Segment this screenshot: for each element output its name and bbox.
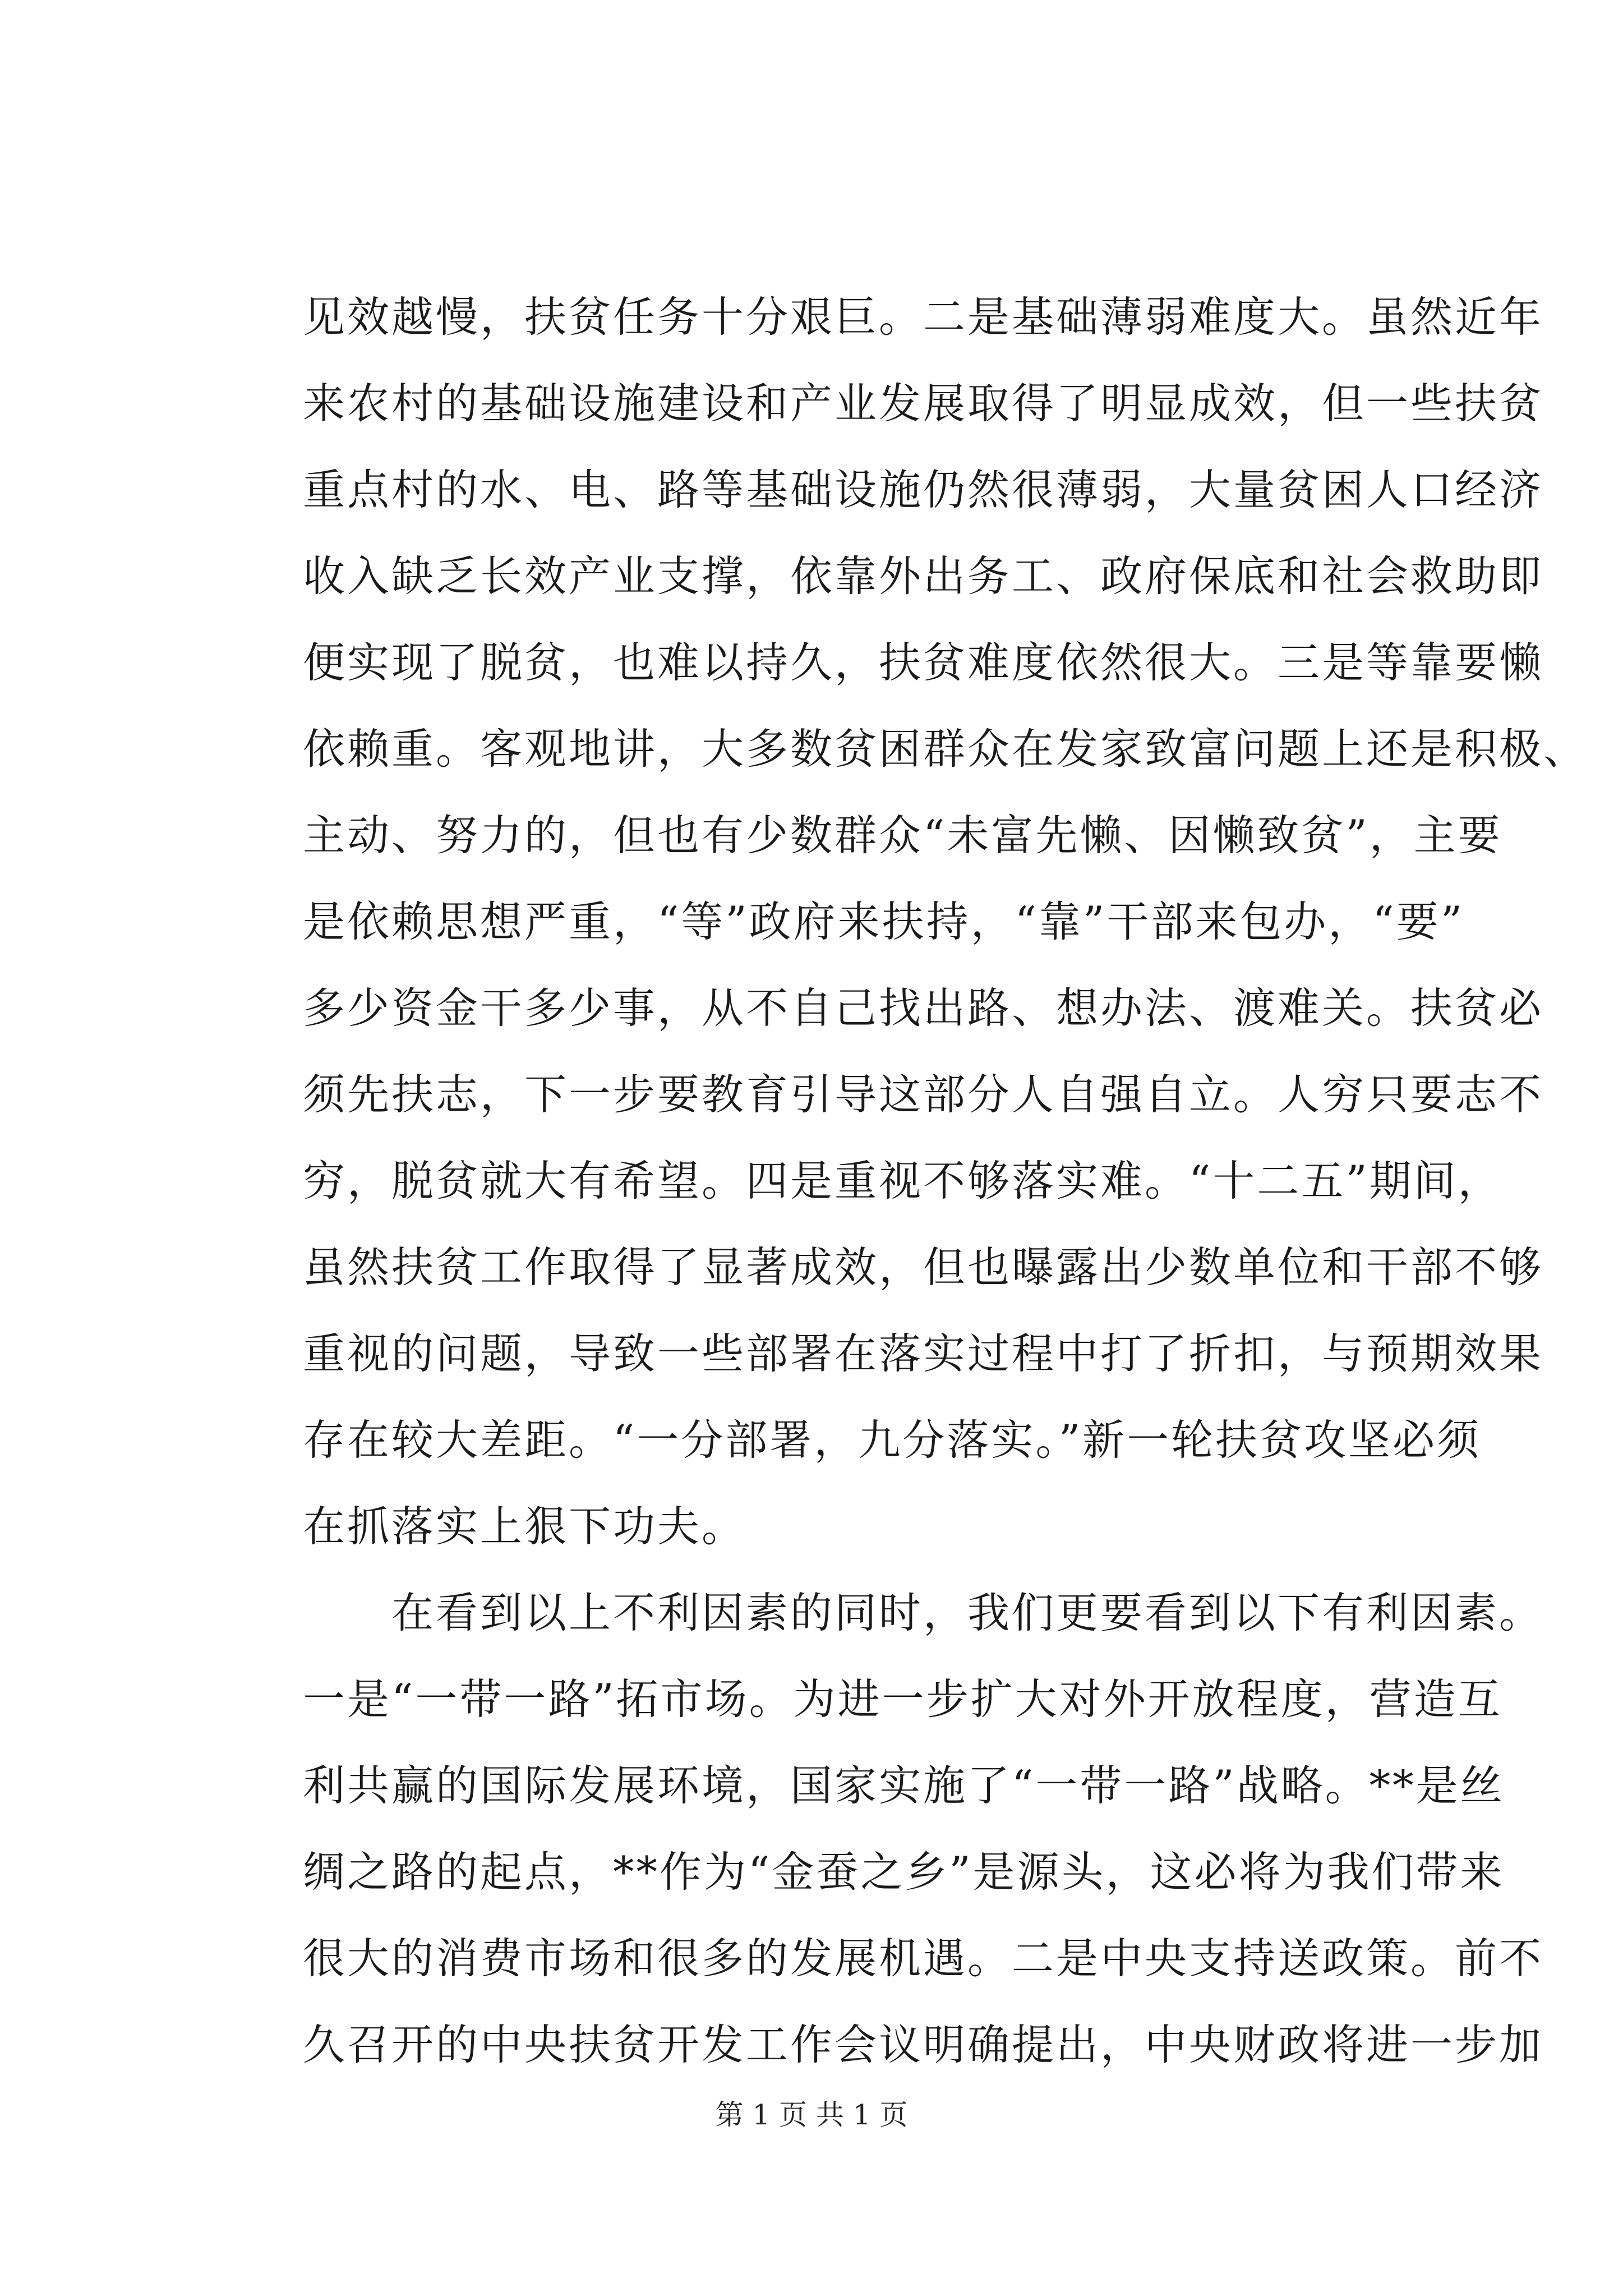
text-line: 一是“一带一路”拓市场。为进一步扩大对外开放程度，营造互 [303, 1674, 1502, 1724]
text-line: 很大的消费市场和很多的发展机遇。二是中央支持送政策。前不 [303, 1934, 1544, 1983]
text-line: 久召开的中央扶贫开发工作会议明确提出，中央财政将进一步加 [303, 2020, 1544, 2069]
text-line: 须先扶志，下一步要教育引导这部分人自强自立。人穷只要志不 [303, 1070, 1544, 1119]
page-number-label: 第 1 页 共 1 页 [715, 2099, 908, 2131]
text-line: 重视的问题，导致一些部署在落实过程中打了折扣，与预期效果 [303, 1329, 1544, 1378]
text-line: 重点村的水、电、路等基础设施仍然很薄弱，大量贫困人口经济 [303, 465, 1544, 514]
text-line: 来农村的基础设施建设和产业发展取得了明显成效，但一些扶贫 [303, 379, 1544, 428]
text-line: 多少资金干多少事，从不自己找出路、想办法、渡难关。扶贫必 [303, 983, 1544, 1033]
text-line: 见效越慢，扶贫任务十分艰巨。二是基础薄弱难度大。虽然近年 [303, 292, 1544, 342]
page-footer [0, 2098, 1623, 2132]
text-line: 虽然扶贫工作取得了显著成效，但也曝露出少数单位和干部不够 [303, 1243, 1544, 1292]
text-line: 穷，脱贫就大有希望。四是重视不够落实难。“十二五”期间， [303, 1156, 1502, 1205]
text-line: 便实现了脱贫，也难以持久，扶贫难度依然很大。三是等靠要懒 [303, 638, 1544, 687]
text-line: 是依赖思想严重，“等”政府来扶持，“靠”干部来包办，“要” [303, 897, 1465, 946]
text-line: 主动、努力的，但也有少数群众“未富先懒、因懒致贫”，主要 [303, 811, 1502, 860]
text-line: 利共赢的国际发展环境，国家实施了“一带一路”战略。**是丝 [303, 1761, 1505, 1810]
text-line: 存在较大差距。“一分部署，九分落实。”新一轮扶贫攻坚必须 [303, 1415, 1482, 1465]
paragraph-start-line: 在看到以上不利因素的同时，我们更要看到以下有利因素。 [303, 1588, 1544, 1637]
text-line: 依赖重。客观地讲，大多数贫困群众在发家致富问题上还是积极、 [303, 724, 1588, 774]
text-line: 在抓落实上狠下功夫。 [303, 1502, 746, 1551]
text-line: 绸之路的起点，**作为“金蚕之乡”是源头，这必将为我们带来 [303, 1847, 1505, 1897]
body-text [303, 292, 1588, 2106]
text-line: 收入缺乏长效产业支撑，依靠外出务工、政府保底和社会救助即 [303, 551, 1544, 601]
